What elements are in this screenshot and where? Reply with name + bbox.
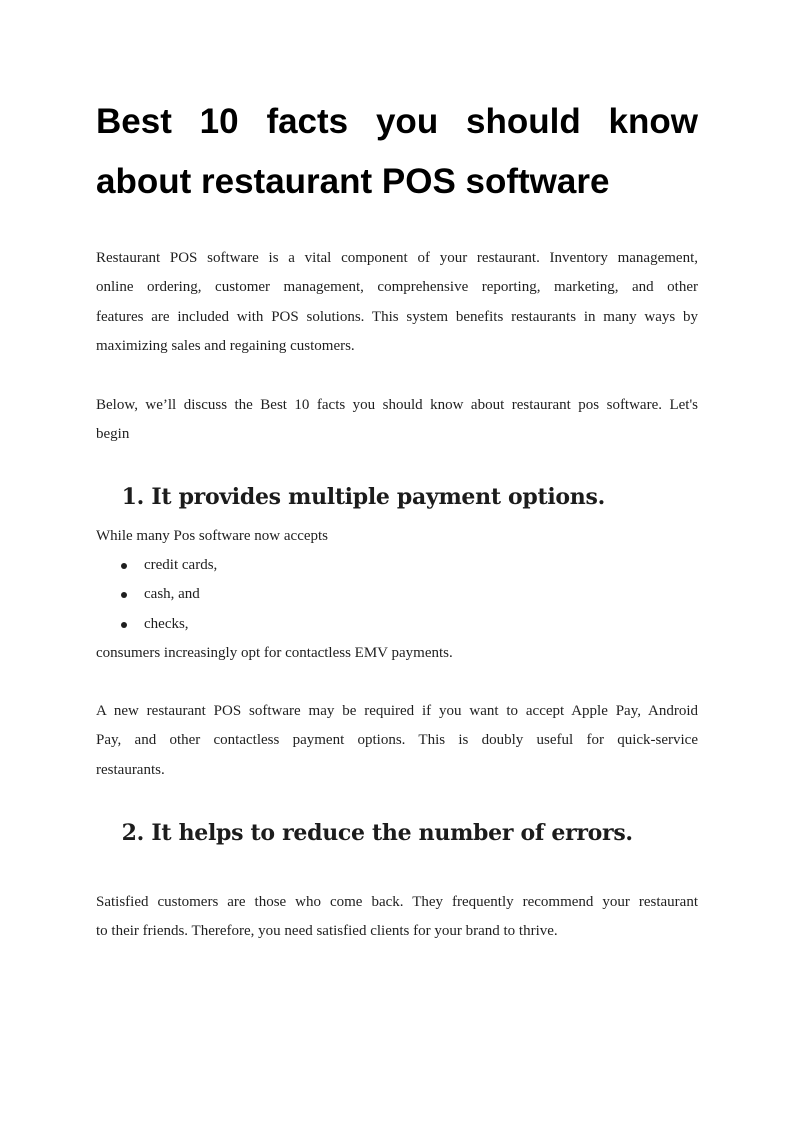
section-2-title: It helps to reduce the number of errors. xyxy=(151,820,633,846)
section-1-para-line-2: Pay, and other contactless payment options. This is doubly useful for quick-service xyxy=(96,732,698,749)
page-title-line-2: about restaurant POS software xyxy=(96,162,610,201)
bullet-icon xyxy=(121,622,127,628)
below-line-1: Below, we’ll discuss the Best 10 facts you should know about restaurant pos software. Let's xyxy=(96,397,698,413)
list-item-text: cash, and xyxy=(144,586,200,603)
intro-line-2: online ordering, customer management, comprehensive reporting, marketing, and other xyxy=(96,279,698,296)
list-item-text: credit cards, xyxy=(144,557,218,573)
section-2-para-line-2: to their friends. Therefore, you need satisfied clients for your brand to thrive. xyxy=(96,923,558,940)
page-title-line-1: Best 10 facts you should know xyxy=(96,102,698,141)
list-item xyxy=(96,610,698,639)
section-1-lead xyxy=(96,522,698,551)
intro-line-3: features are included with POS solutions. This system benefits restaurants in many ways by xyxy=(96,308,698,325)
below-paragraph xyxy=(96,391,698,450)
section-1-after-text: consumers increasingly opt for contactless EMV payments. xyxy=(96,645,453,661)
section-2-heading xyxy=(96,818,698,848)
section-2-para-line-1: Satisfied customers are those who come back. They frequently recommend your restaurant xyxy=(96,894,698,910)
bullet-icon xyxy=(121,592,127,598)
section-1-title: It provides multiple payment options. xyxy=(151,484,605,510)
section-1-heading xyxy=(96,482,698,512)
list-item xyxy=(96,551,698,580)
list-item-text: checks, xyxy=(144,615,189,632)
section-2-paragraph xyxy=(96,888,698,947)
section-1-number: 1. xyxy=(121,484,144,510)
section-1-paragraph xyxy=(96,697,698,785)
list-item xyxy=(96,580,698,609)
section-1-lead-text: While many Pos software now accepts xyxy=(96,528,329,544)
bullet-icon xyxy=(121,563,127,569)
below-line-2: begin xyxy=(96,426,130,443)
payment-options-list xyxy=(96,551,698,639)
section-1-para-line-3: restaurants. xyxy=(96,761,165,778)
section-1-para-line-1: A new restaurant POS software may be required if you want to accept Apple Pay, Android xyxy=(96,703,698,719)
page-title xyxy=(96,92,698,212)
intro-paragraph xyxy=(96,244,698,361)
section-2-number: 2. xyxy=(121,820,144,846)
intro-line-1: Restaurant POS software is a vital component of your restaurant. Inventory management, xyxy=(96,250,698,266)
intro-line-4: maximizing sales and regaining customers. xyxy=(96,337,355,354)
section-1-after-list xyxy=(96,639,698,668)
